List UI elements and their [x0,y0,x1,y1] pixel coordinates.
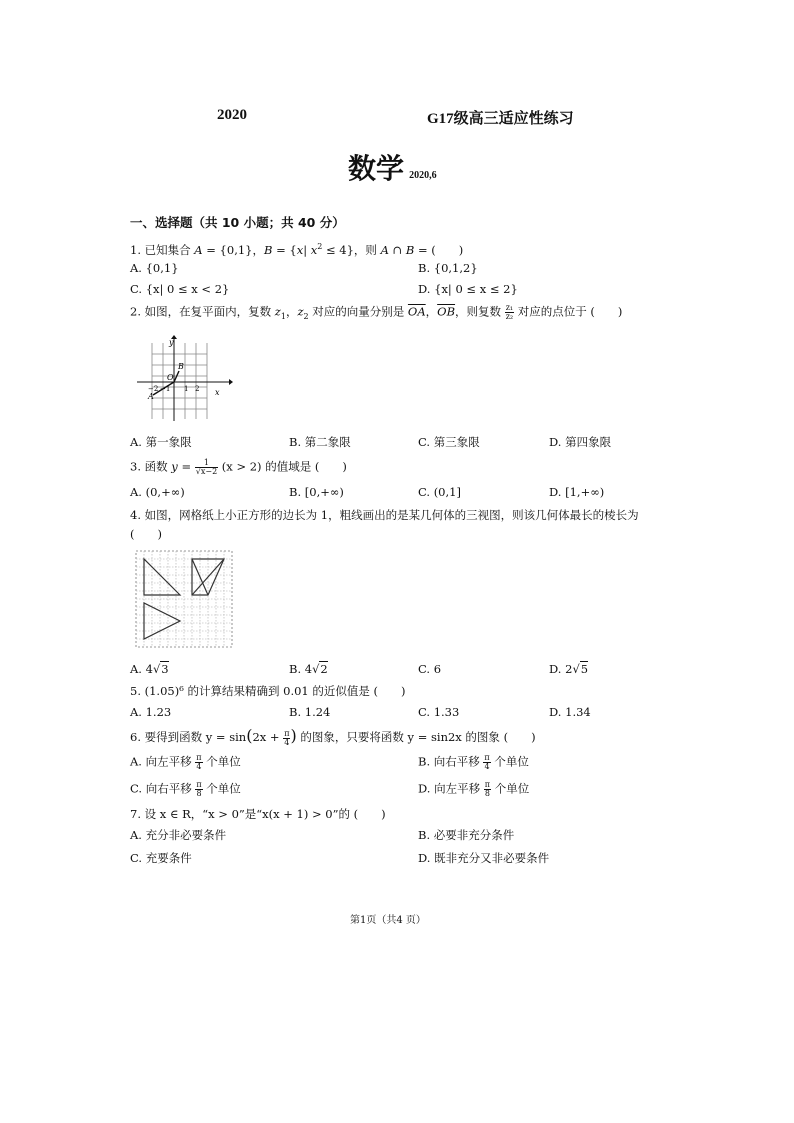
q5-option-d: D. 1.34 [549,705,591,719]
fig-point-b: B [178,362,184,371]
denominator: z₂ [505,312,514,321]
text: = [177,459,195,474]
sup: 2 [317,242,323,251]
q1-stem [130,240,463,257]
q4-stem: 4. 如图，网格纸上小正方形的边长为 1，粗线画出的是某几何体的三视图，则该几何体最长的棱长为 [130,508,639,522]
text: D. 2 [549,662,573,676]
page-title [348,147,437,187]
q7-option-d: D. 既非充分又非必要条件 [418,851,550,865]
q6-option-a [130,754,241,771]
text: 个单位 [490,754,529,769]
text: 对应的点位于 ( ) [514,304,623,319]
text: (x > 2) 的值域是 ( ) [218,459,347,474]
fig-point-a: A [148,392,154,401]
q1-option-a: A. {0,1} [130,261,179,275]
q2-option-d: D. 第四象限 [549,435,612,449]
text: 个单位 [202,781,241,796]
var: A [380,242,389,257]
vector-oa: $\overline{OA}$ [407,304,426,319]
fraction [505,304,514,321]
denominator: 4 [284,737,290,747]
header-subtitle: G17级高三适应性练习 [427,111,574,127]
three-view-figure [135,550,233,648]
q6-stem: 6. 要得到函数 y = sin(2x + $\frac{\pi}{4}$ ) 的图象，只要将函数 y = sin2x 的图象 ( ) [130,726,536,747]
text: 1. 已知集合 [130,242,195,257]
denominator: 8 [196,789,202,798]
radicand: 5 [580,662,589,676]
numerator: 1 [195,459,218,468]
numerator: π [284,728,290,738]
text: C. 向右平移 [130,781,196,796]
text: 对应的向量分别是 [308,304,408,319]
text: 个单位 [491,781,530,796]
text: = {0,1}， [202,242,264,257]
denominator: 8 [484,789,490,798]
q7-option-a: A. 充分非必要条件 [130,828,227,842]
var: z [297,304,304,319]
q4-stem-cont: ( ) [130,527,162,541]
fraction [195,754,202,771]
q4-option-b: B. 4√2 [289,662,328,676]
q7-option-c: C. 充要条件 [130,851,192,865]
text: | [303,242,311,257]
title-main: 数学 [348,152,405,185]
section-heading: 一、选择题（共 10 小题；共 40 分） [130,215,345,230]
q1-option-d: D. {x| 0 ≤ x ≤ 2} [418,282,518,296]
q7-option-b: B. 必要非充分条件 [418,828,515,842]
numerator: π [196,753,202,762]
var: B [405,242,415,257]
title-date: 2020,6 [409,170,437,181]
page-footer: 第1页（共4 页） [350,915,426,926]
text: A. 4 [130,662,153,676]
fig-y-label: y [169,338,174,347]
radicand: 3 [161,662,169,676]
text: = { [272,242,297,257]
q5-option-a: A. 1.23 [130,705,172,719]
text: ≤ 4}，则 [322,242,381,257]
q2-option-b: B. 第二象限 [289,435,351,449]
q2-option-c: C. 第三象限 [418,435,480,449]
q2-stem [130,304,622,324]
text: ， [285,304,298,319]
text: 3. 函数 [130,459,172,474]
vector-ob: $\overline{OB}$ [437,304,456,319]
text: 的图象，只要将函数 y = sin2x 的图象 ( ) [296,730,536,744]
fig-tick-neg2: −2 [148,385,159,393]
var: x [296,242,304,257]
fraction [195,459,218,476]
q3-stem [130,459,347,476]
var: B [263,242,273,257]
sub: 2 [303,311,309,321]
numerator: π [484,780,491,789]
q3-option-c: C. (0,1] [418,485,461,499]
text: = ( ) [414,242,464,257]
denominator: √x−2 [195,467,218,476]
fig-tick-2: 2 [195,385,200,393]
q1-option-c: C. {x| 0 ≤ x < 2} [130,282,230,296]
text: A. 向左平移 [130,754,196,769]
complex-plane-figure [135,335,235,423]
var: A [194,242,203,257]
q6-option-b [418,754,529,771]
q2-option-a: A. 第一象限 [130,435,192,449]
denominator: 4 [484,762,490,771]
text: B. 4 [289,662,313,676]
text: B. 向右平移 [418,754,484,769]
q4-option-c: C. 6 [418,662,442,676]
q4-option-a: A. 4√3 [130,662,169,676]
text: ∩ [388,242,406,257]
denominator: 4 [196,762,202,771]
q3-option-b: B. [0,+∞) [289,485,344,499]
q1-option-b: B. {0,1,2} [418,261,478,275]
q5-option-b: B. 1.24 [289,705,331,719]
fraction [484,781,491,798]
fraction [483,754,490,771]
text: D. 向左平移 [418,781,484,796]
var: y [171,459,178,474]
q3-option-d: D. [1,+∞) [549,485,605,499]
fraction [195,781,202,798]
numerator: π [196,780,202,789]
header-year: 2020 [217,107,247,123]
q5-option-c: C. 1.33 [418,705,460,719]
q6-option-d [418,781,529,798]
q7-stem: 7. 设 x ∈ R，“x > 0”是“x(x + 1) > 0”的 ( ) [130,807,386,821]
text: 6. 要得到函数 y = sin [130,730,247,744]
sub: 1 [280,311,286,321]
q5-stem: 5. (1.05)⁶ 的计算结果精确到 0.01 的近似值是 ( ) [130,684,406,698]
text: ， [425,304,438,319]
q3-option-a: A. (0,+∞) [130,485,185,499]
q4-option-d: D. 2√5 [549,662,589,676]
fig-x-label: x [215,388,220,397]
radicand: 2 [320,662,328,676]
numerator: z₁ [505,303,514,312]
fig-tick-neg1: −1 [160,385,171,393]
text: 2. 如图，在复平面内，复数 [130,304,275,319]
text: ，则复数 [455,304,505,319]
q6-option-c [130,781,241,798]
text: 个单位 [202,754,241,769]
fig-tick-1: 1 [184,385,189,393]
var: x [310,242,318,257]
fig-origin: O [167,373,174,382]
numerator: π [484,753,490,762]
var: z [274,304,281,319]
text: 2x + [252,730,284,744]
